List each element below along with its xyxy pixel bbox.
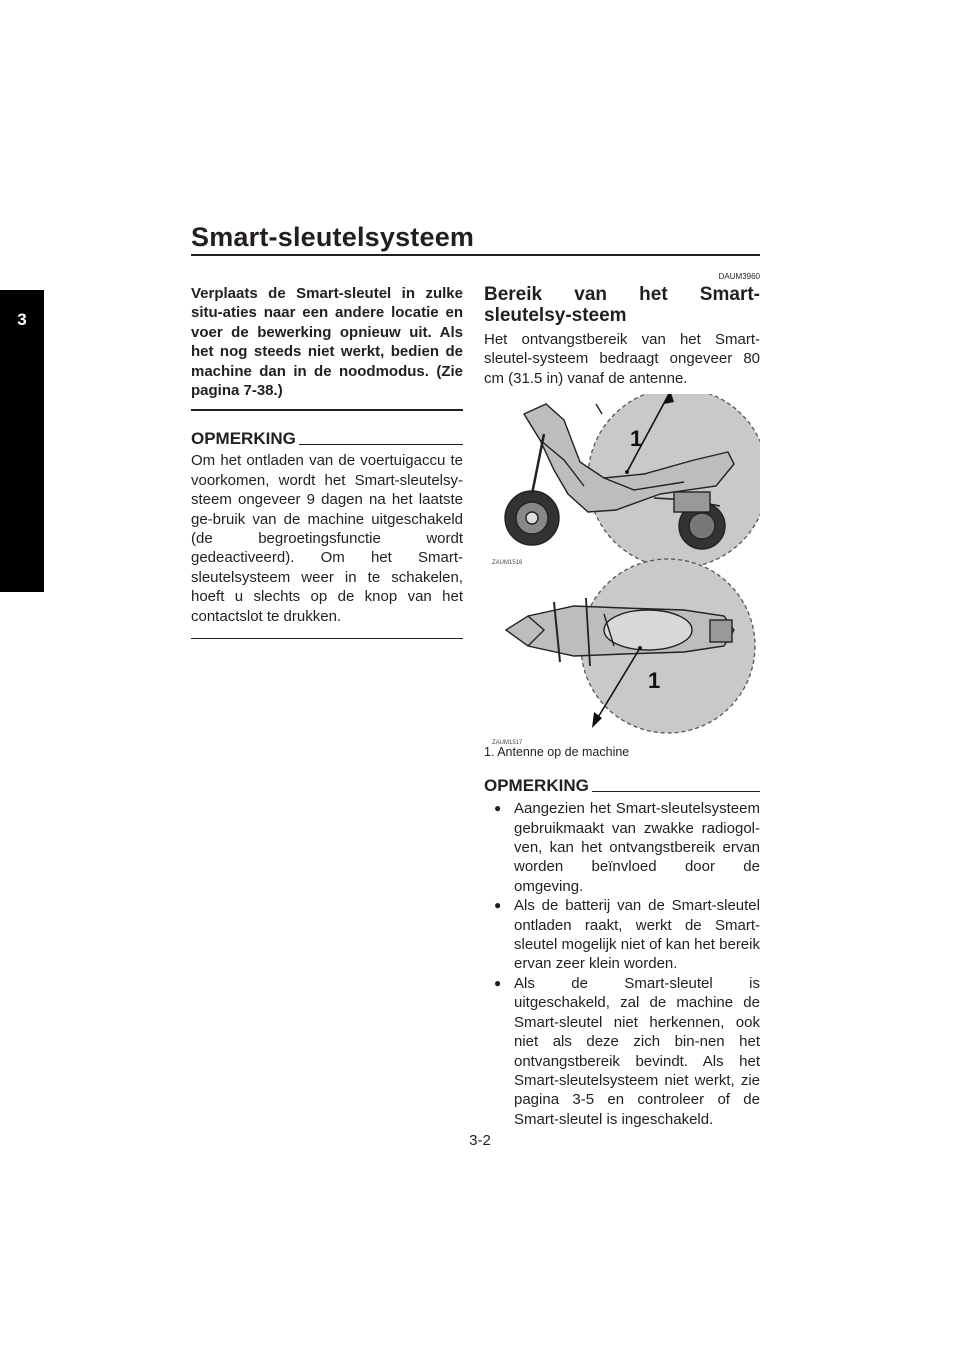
list-item: ● Als de Smart-sleutel is uitgeschakeld, zal de machine de Smart-sleutel niet herkennen, ook niet als deze zich bin-nen het ontvangstbereik bevindt. Als het Smart-sleutelsysteem niet werkt, zie pagina 3-5 en controleer of de Smart-sleutel is ingeschakeld. [514, 974, 760, 1129]
top-antenna-point [638, 646, 642, 650]
list-item: ● Aangezien het Smart-sleutelsysteem gebruikmaakt van zwakke radiogol-ven, kan het ontvangstbereik ervan worden beïnvloed door de omgeving. [514, 799, 760, 896]
chapter-tab-number: 3 [17, 310, 27, 329]
section-code: DAUM3960 [718, 272, 760, 281]
note-heading-line [299, 444, 463, 445]
warning-text: Verplaats de Smart-sleutel in zulke situ-aties naar een andere locatie en voer de bewerking opnieuw uit. Als het nog steeds niet werkt, bedien de machine dan in de noodmodus. (Zie pagina 7-38.) [191, 285, 463, 400]
note-bottom-rule [191, 638, 463, 639]
note-heading-label: OPMERKING [484, 776, 589, 796]
list-item: ● Als de batterij van de Smart-sleutel ontladen raakt, werkt de Smart-sleutel mogelijk niet of kan het bereik ervan zeer klein worden. [514, 896, 760, 974]
side-figure-code: ZAUM1516 [492, 560, 523, 567]
section-heading: Bereik van het Smart-sleutelsy-steem [484, 284, 760, 326]
note-heading-line [592, 791, 760, 792]
right-column [484, 272, 760, 1129]
page-number: 3-2 [469, 1132, 491, 1149]
side-antenna-point [625, 470, 629, 474]
range-figure [484, 394, 760, 747]
title-rule [191, 254, 760, 256]
left-column [191, 284, 463, 639]
top-callout-number: 1 [648, 668, 661, 694]
top-figure-code: ZAUM1517 [492, 740, 523, 747]
side-callout-number: 1 [630, 426, 643, 452]
note-bullet-list [484, 799, 760, 1129]
range-illustration [484, 394, 760, 742]
warning-bottom-rule [191, 409, 463, 411]
page-title: Smart-sleutelsysteem [191, 222, 475, 252]
note-text-left: Om het ontladen van de voertuigaccu te voorkomen, wordt het Smart-sleutelsy-steem ongeveer 9 dagen na het laatste ge-bruik van de machine uitgeschakeld (de begroetingsfunctie wordt gedeactiveerd). Om het Smart-sleutelsysteem weer in te schakelen, hoeft u slechts op de knop van het contactslot te drukken. [191, 452, 463, 625]
note-heading-left [191, 429, 463, 449]
note-heading-right [484, 776, 760, 796]
note-heading-label: OPMERKING [191, 429, 296, 449]
figure-caption: 1. Antenne op de machine [484, 745, 630, 760]
section-intro: Het ontvangstbereik van het Smart-sleutel-systeem bedraagt ongeveer 80 cm (31.5 in) vanaf de antenne. [484, 331, 760, 387]
